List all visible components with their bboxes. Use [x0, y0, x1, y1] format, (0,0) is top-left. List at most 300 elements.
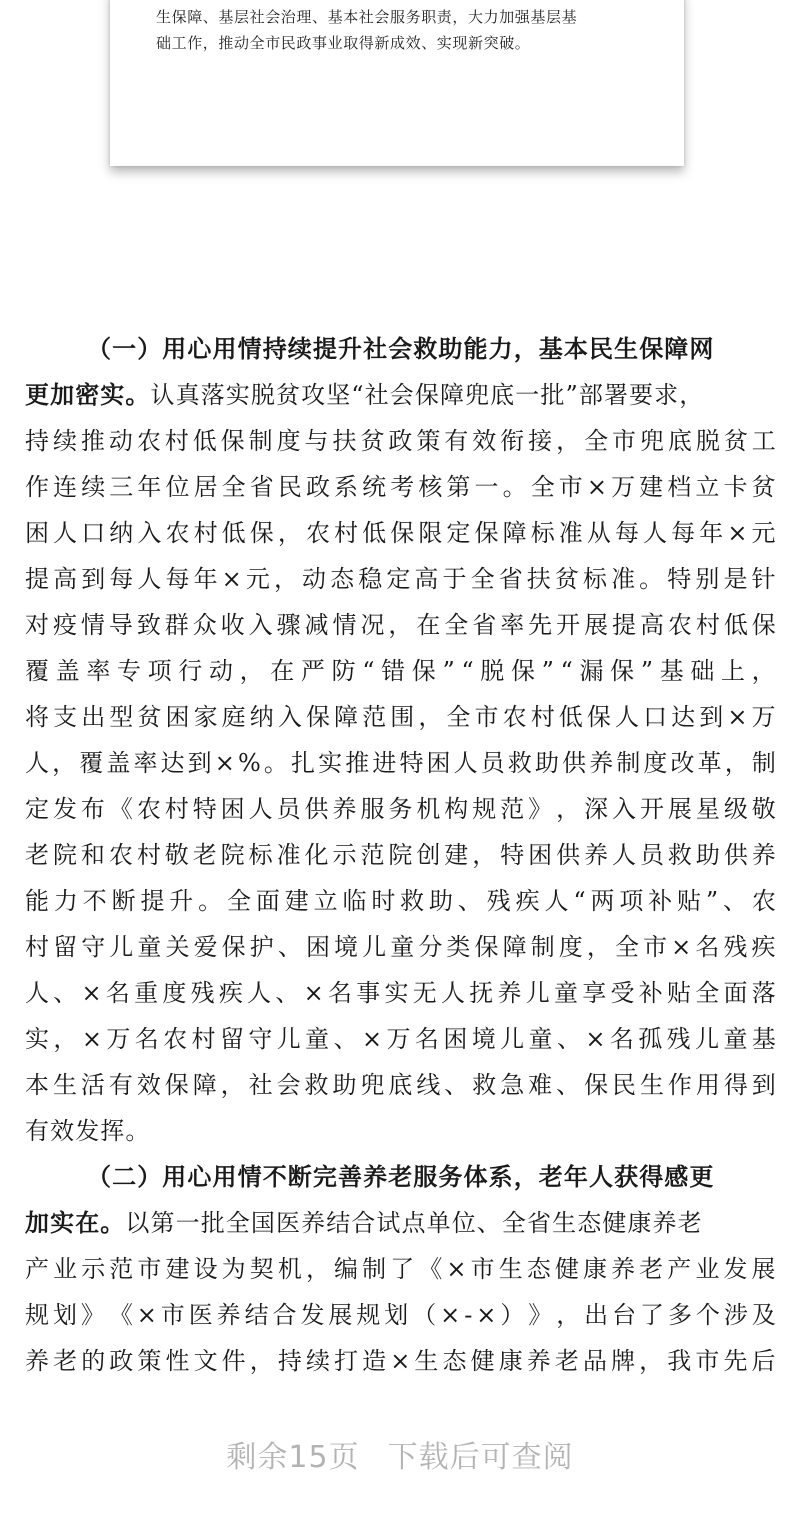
- char: 低: [221, 519, 247, 547]
- char: 高: [639, 611, 666, 639]
- char: 儿: [362, 933, 388, 961]
- char: 定: [25, 795, 51, 823]
- char: 不: [82, 887, 108, 915]
- char: 困: [305, 933, 332, 961]
- char: 合: [272, 1301, 298, 1329]
- char: 牌: [611, 1347, 637, 1375]
- char: 养: [25, 1347, 51, 1375]
- char: 标: [530, 519, 556, 547]
- char: 分: [418, 933, 444, 961]
- char: 万: [611, 473, 637, 501]
- char: ，: [556, 1301, 582, 1329]
- char: 每: [671, 519, 697, 547]
- char: 市: [474, 703, 500, 731]
- char: 困: [25, 519, 51, 547]
- char: 准: [611, 565, 637, 593]
- char: 产: [667, 1255, 693, 1283]
- char: 众: [192, 611, 218, 639]
- char: ，: [556, 427, 582, 455]
- char: 全: [695, 979, 721, 1007]
- paragraph-line: [25, 1246, 777, 1292]
- char: （: [412, 1301, 438, 1329]
- char: 打: [334, 1347, 360, 1375]
- char: 健: [554, 1255, 580, 1283]
- char: 业: [53, 1255, 79, 1283]
- char: 保: [411, 657, 437, 685]
- char: 助: [534, 749, 561, 777]
- char: 入: [612, 795, 638, 823]
- char: 落: [751, 979, 777, 1007]
- char: 难: [528, 1071, 554, 1099]
- char: 困: [528, 841, 554, 869]
- char: 到: [187, 749, 213, 777]
- char: ”: [640, 657, 655, 685]
- char: 度: [643, 749, 669, 777]
- char: 关: [165, 933, 191, 961]
- char: 考: [390, 473, 416, 501]
- char: 爱: [193, 933, 219, 961]
- remaining-pages-text: 剩余15页: [226, 1440, 360, 1475]
- char: 连: [53, 473, 79, 501]
- char: 供: [556, 841, 582, 869]
- char: 年: [193, 565, 219, 593]
- char: 提: [25, 565, 51, 593]
- char: 保: [249, 519, 275, 547]
- char: 持: [277, 1347, 303, 1375]
- char: 入: [277, 703, 303, 731]
- char: 院: [388, 841, 414, 869]
- char: 工: [751, 427, 777, 455]
- paragraph-line: [25, 832, 777, 878]
- char: 农: [163, 1025, 189, 1053]
- char: 构: [444, 795, 470, 823]
- paragraph-line: [25, 786, 777, 832]
- char: 障: [502, 519, 528, 547]
- char: ×: [585, 1025, 607, 1053]
- paragraph-line: [25, 878, 777, 924]
- char: 断: [111, 887, 137, 915]
- char: 员: [480, 749, 506, 777]
- char: 脱: [480, 657, 506, 685]
- char: 统: [362, 473, 388, 501]
- char: 得: [723, 1071, 749, 1099]
- char: 活: [80, 1071, 107, 1099]
- char: 村: [193, 519, 219, 547]
- paragraph-line: [25, 970, 777, 1016]
- char: 《: [108, 795, 134, 823]
- char: 困: [220, 795, 246, 823]
- char: 划: [384, 1301, 410, 1329]
- char: 作: [25, 473, 51, 501]
- char: 了: [390, 1255, 416, 1283]
- char: 、: [444, 1071, 470, 1099]
- char: 家: [193, 703, 219, 731]
- char: 贴: [666, 979, 693, 1007]
- char: 系: [334, 473, 360, 501]
- char: 在: [270, 657, 296, 685]
- char: 档: [667, 473, 693, 501]
- char: 线: [416, 1071, 442, 1099]
- char: 特: [667, 565, 693, 593]
- char: 员: [639, 841, 666, 869]
- char: 人: [53, 519, 79, 547]
- char: 生: [414, 1347, 440, 1375]
- char: 纳: [249, 703, 275, 731]
- char: 项: [619, 887, 645, 915]
- char: “: [573, 887, 587, 915]
- char: 贫: [360, 427, 386, 455]
- char: 每: [614, 519, 641, 547]
- char: 享: [582, 979, 608, 1007]
- char: ×: [214, 749, 236, 777]
- char: 兜: [639, 427, 666, 455]
- char: 实: [318, 749, 344, 777]
- char: 制: [362, 1255, 388, 1283]
- char: 机: [416, 795, 442, 823]
- char: ×: [727, 703, 749, 731]
- char: 编: [334, 1255, 360, 1283]
- char: 发: [52, 795, 79, 823]
- char: 实: [25, 1025, 51, 1053]
- char: 多: [667, 1301, 694, 1329]
- char: 居: [193, 473, 219, 501]
- char: 名: [105, 979, 131, 1007]
- char: 态: [330, 565, 356, 593]
- char: 个: [695, 1301, 721, 1329]
- char: 《: [108, 1301, 134, 1329]
- char: 养: [497, 979, 523, 1007]
- char: 推: [345, 749, 371, 777]
- char: 养: [216, 1301, 242, 1329]
- char: 》: [80, 1301, 106, 1329]
- char: 造: [362, 1347, 388, 1375]
- char: ，: [305, 1255, 332, 1283]
- char: 于: [442, 565, 468, 593]
- char: 保: [510, 657, 537, 685]
- char: 困: [443, 1025, 469, 1053]
- char: 展: [751, 1255, 777, 1283]
- char: 入: [137, 519, 163, 547]
- char: ×: [671, 933, 693, 961]
- char: ×: [81, 979, 103, 1007]
- char: 扶: [332, 427, 358, 455]
- char: 用: [695, 1071, 721, 1099]
- char: 境: [334, 933, 360, 961]
- char: 村: [530, 703, 556, 731]
- card-text: [156, 0, 648, 56]
- char: 支: [53, 703, 79, 731]
- char: 出: [584, 1301, 610, 1329]
- char: 保: [221, 933, 247, 961]
- char: 。: [502, 473, 528, 501]
- char: 《: [418, 1255, 444, 1283]
- paragraph-line: [25, 1292, 777, 1338]
- char: 受: [610, 979, 636, 1007]
- char: ×: [221, 565, 243, 593]
- char: 态: [442, 1347, 468, 1375]
- char: ，: [220, 1071, 246, 1099]
- char: 老: [639, 1255, 665, 1283]
- char: 困: [426, 749, 452, 777]
- char: 标: [248, 841, 274, 869]
- char: 范: [362, 703, 388, 731]
- char: ，: [418, 703, 444, 731]
- char: 到: [699, 703, 725, 731]
- char: 农: [305, 519, 332, 547]
- char: 设: [193, 1255, 219, 1283]
- char: 度: [162, 979, 188, 1007]
- char: 年: [699, 519, 725, 547]
- char: 件: [221, 1347, 247, 1375]
- char: 政: [305, 473, 332, 501]
- char: 能: [25, 887, 51, 915]
- char: 续: [305, 1347, 332, 1375]
- char: 保: [610, 657, 636, 685]
- char: 三: [109, 473, 135, 501]
- char: 规: [25, 1301, 51, 1329]
- char: 守: [248, 1025, 274, 1053]
- char: 覆: [79, 749, 105, 777]
- char: 名: [327, 979, 354, 1007]
- char: 定: [446, 519, 472, 547]
- char: ×: [586, 473, 609, 501]
- char: 态: [526, 1255, 552, 1283]
- char: 万: [386, 1025, 412, 1053]
- char: 及: [751, 1301, 777, 1329]
- char: 高: [53, 565, 79, 593]
- char: 疾: [218, 979, 244, 1007]
- char: 台: [612, 1301, 638, 1329]
- char: 时: [371, 887, 397, 915]
- char: 助: [332, 1071, 358, 1099]
- char: 进: [372, 749, 398, 777]
- char: 儿: [109, 933, 135, 961]
- char: 村: [164, 427, 190, 455]
- char: 对: [25, 611, 51, 639]
- char: 推: [80, 427, 107, 455]
- char: 省: [498, 565, 524, 593]
- char: ×: [727, 519, 749, 547]
- char: 提: [612, 611, 638, 639]
- char: 建: [639, 473, 665, 501]
- char: 范: [109, 1255, 135, 1283]
- char: 会: [276, 1071, 302, 1099]
- char: 、: [556, 1071, 582, 1099]
- char: 示: [81, 1255, 107, 1283]
- char: 无: [412, 979, 438, 1007]
- char: ，: [249, 1347, 275, 1375]
- char: 续: [81, 473, 107, 501]
- char: 立: [313, 887, 339, 915]
- char: 万: [106, 1025, 132, 1053]
- char: 》: [528, 1301, 554, 1329]
- char: 文: [193, 1347, 219, 1375]
- char: 度: [558, 933, 584, 961]
- section2-heading-line: [25, 1154, 777, 1200]
- char: 范: [360, 841, 386, 869]
- char: 专: [116, 657, 143, 685]
- char: 动: [108, 427, 134, 455]
- char: 万: [751, 703, 777, 731]
- char: 政: [109, 1347, 135, 1375]
- char: 名: [134, 1025, 160, 1053]
- char: 贫: [723, 427, 749, 455]
- char: 制: [616, 749, 642, 777]
- char: 务: [388, 795, 414, 823]
- char: 策: [416, 427, 442, 455]
- char: 了: [640, 1301, 666, 1329]
- char: 庭: [221, 703, 247, 731]
- char: 贴: [677, 887, 703, 915]
- char: 动: [302, 565, 328, 593]
- char: 低: [558, 703, 584, 731]
- char: 全: [444, 611, 470, 639]
- char: 化: [304, 841, 330, 869]
- char: 两: [590, 887, 616, 915]
- char: 助: [695, 841, 721, 869]
- char: 发: [723, 1255, 749, 1283]
- char: 全: [584, 427, 610, 455]
- char: 核: [418, 473, 444, 501]
- char: 业: [695, 1255, 721, 1283]
- char: 市: [558, 473, 584, 501]
- char: 严: [300, 657, 327, 685]
- char: 是: [723, 565, 749, 593]
- char: 保: [474, 519, 500, 547]
- char: 、: [53, 979, 79, 1007]
- char: 品: [582, 1347, 609, 1375]
- char: 敬: [751, 795, 777, 823]
- paragraph-line: [25, 924, 777, 970]
- char: 疾: [751, 933, 777, 961]
- char: 制: [248, 427, 274, 455]
- char: ，: [388, 611, 414, 639]
- paragraph-line: [25, 1338, 777, 1384]
- char: 脱: [695, 427, 721, 455]
- char: 先: [723, 1347, 749, 1375]
- char: 展: [667, 795, 694, 823]
- char: 农: [108, 841, 134, 869]
- char: 老: [25, 841, 51, 869]
- char: 救: [472, 1071, 498, 1099]
- char: 急: [500, 1071, 526, 1099]
- paragraph-line: [25, 1062, 777, 1108]
- char: 院: [52, 841, 79, 869]
- char: 人: [25, 749, 51, 777]
- section2-heading-end: 加实在。: [25, 1208, 126, 1237]
- char: 为: [221, 1255, 247, 1283]
- char: 养: [751, 841, 777, 869]
- char: 村: [136, 841, 162, 869]
- paragraph-line: [25, 602, 777, 648]
- char: 老: [192, 841, 218, 869]
- char: 孤: [638, 1025, 664, 1053]
- char: 农: [502, 703, 528, 731]
- char: 衔: [500, 427, 526, 455]
- char: 全: [221, 473, 247, 501]
- char: 度: [276, 427, 302, 455]
- char: 老: [554, 1347, 580, 1375]
- char: ，: [556, 795, 582, 823]
- char: 童: [528, 1025, 554, 1053]
- char: 开: [639, 795, 666, 823]
- paragraph-text: 认真落实脱贫攻坚“社会保障兜底一批”部署要求，: [150, 381, 705, 409]
- char: 围: [390, 703, 416, 731]
- char: 力: [53, 887, 79, 915]
- char: 我: [667, 1347, 693, 1375]
- char: 效: [472, 427, 498, 455]
- char: 贫: [751, 473, 777, 501]
- char: 底: [667, 427, 694, 455]
- char: 将: [25, 703, 51, 731]
- char: ，: [273, 565, 300, 593]
- char: 低: [723, 611, 749, 639]
- paragraph-line: [25, 694, 777, 740]
- char: 困: [165, 703, 191, 731]
- char: 建: [165, 1255, 191, 1283]
- char: 人: [248, 795, 274, 823]
- char: 一: [474, 473, 500, 501]
- char: 人: [137, 565, 163, 593]
- char: 星: [695, 795, 721, 823]
- char: 全: [227, 887, 253, 915]
- char: 农: [165, 519, 191, 547]
- char: 。: [198, 887, 224, 915]
- char: 生: [639, 1071, 666, 1099]
- char: 位: [165, 473, 191, 501]
- char: 本: [25, 1071, 51, 1099]
- char: 革: [697, 749, 723, 777]
- char: 兜: [360, 1071, 386, 1099]
- char: 低: [192, 427, 218, 455]
- char: %: [237, 749, 262, 777]
- char: 有: [108, 1071, 134, 1099]
- char: 供: [723, 841, 749, 869]
- char: 养: [332, 795, 358, 823]
- char: 生: [52, 1071, 79, 1099]
- download-to-view-text: 下载后可查阅: [387, 1440, 574, 1475]
- char: 提: [140, 887, 166, 915]
- char: 救: [400, 887, 426, 915]
- section1-heading-line: [25, 326, 777, 372]
- char: 高: [414, 565, 440, 593]
- char: 低: [362, 519, 388, 547]
- char: 第: [446, 473, 472, 501]
- char: 型: [109, 703, 135, 731]
- paragraph-line: [25, 418, 777, 464]
- char: 元: [245, 565, 271, 593]
- char: 保: [164, 1071, 190, 1099]
- char: 保: [474, 933, 500, 961]
- char: 率: [133, 749, 159, 777]
- char: 作: [667, 1071, 694, 1099]
- char: 建: [284, 887, 310, 915]
- char: 养: [611, 1255, 637, 1283]
- char: ，: [724, 749, 750, 777]
- char: 养: [584, 841, 610, 869]
- char: 保: [390, 519, 416, 547]
- char: 村: [25, 933, 51, 961]
- char: 每: [109, 565, 135, 593]
- char: 涉: [723, 1301, 749, 1329]
- char: 减: [304, 611, 330, 639]
- char: 效: [136, 1071, 162, 1099]
- char: 农: [136, 427, 162, 455]
- remaining-pages-banner[interactable]: [0, 1432, 800, 1476]
- char: 人: [612, 841, 638, 869]
- char: ，: [239, 657, 265, 685]
- char: 老: [53, 1347, 79, 1375]
